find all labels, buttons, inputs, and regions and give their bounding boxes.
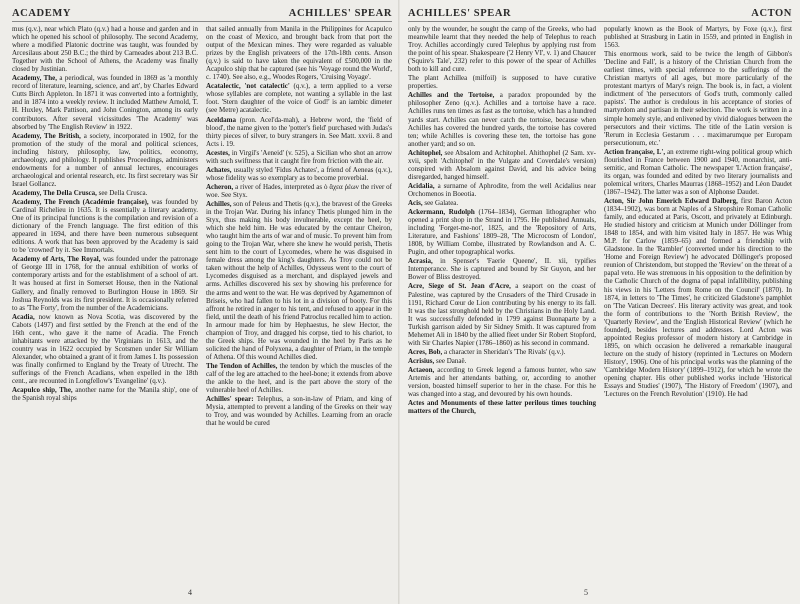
entry-headword: Achates, — [206, 165, 232, 174]
entry-headword: Actaeon, — [408, 365, 435, 374]
entry-text: a paradox propounded by the philosopher Zeno (q.v.). Achilles and a tortoise have a race. Achilles runs ten times as fast as the tortoise, which has a hundred yards start. Achilles can never catch the tortoise, because when Achilles has covered the hundred yards, the tortoise has covered ten; while Achilles is covering these ten, the tortoise has gone another yard; and so on. — [408, 91, 596, 148]
dictionary-entry — [206, 149, 392, 165]
entry-text: see Galatea. — [424, 198, 459, 207]
entry-headword: Acrisius, — [408, 356, 435, 365]
dictionary-entry — [408, 348, 596, 356]
dictionary-entry — [12, 313, 198, 385]
entry-headword: Academy, The British, — [12, 131, 81, 140]
dictionary-entry — [206, 82, 392, 114]
dictionary-entry — [206, 362, 392, 394]
entry-headword: The Tendon of Achilles, — [206, 361, 278, 370]
entry-text: was founded under the patronage of George III in 1768, for the annual exhibition of works of contemporary artists and for the establishment of a school of art. It was housed at first in Somerset House, then in the National Gallery, and finally removed to Burlington House in 1869. Sir Joshua Reynolds was its first president. It is occasionally referred to as 'The Forty', from the number of the Academicians. — [12, 255, 198, 312]
entry-text: (1764–1834), German lithographer who opened a print shop in the Strand in 1795. He published Annuals, including 'Forget-me-not', 1825, and the 'Repository of Arts, Literature, and Fashions' 1809–28, 'The Microcosm of London', 1808, by William Combe, illustrated by Rowlandson and A. C. Pugin, and other topographical works. — [408, 208, 596, 257]
entry-text: now known as Nova Scotia, was discovered by the Cabots (1497) and first settled by the French at the end of the 16th cent., who gave it the name of Acadia. The French inhabitants were attacked by the Virginians in 1613, and the country was in 1622 occupied by Scotsmen under Sir William Alexander, who obtained a grant of it from James I. Its possession was finally confirmed to England by the Treaty of Utrecht. The sufferings of the French Acadians, when expelled in the 18th cent., are recounted in Longfellow's 'Evangeline' (q.v.). — [12, 312, 198, 386]
dictionary-entry — [604, 50, 792, 147]
entry-text: first Baron Acton (1834–1902), was born at Naples of a Shropshire Roman Catholic family, and educated at Paris, Oscott, and privately at Edinburgh. He studied history and criticism at Munich under Döllinger from 1848 to 1854, and with him visited Italy in 1857. He was Whig M.P. for Carlow (1859–65) and formed a friendship with Gladstone. In the 'Rambler' (converted under his direction to the 'Home and Foreign Review') he advocated Döllinger's proposed reunion of Christendom, but stopped the 'Review' on the threat of a papal veto. He was strenuous in his opposition to the definition by the Catholic Church of the dogma of papal infallibility, publishing his views in his 'Letters from Rome on the Council' (1870). In 1874, in letters to 'The Times', he criticized Gladstone's pamphlet on 'The Vatican Decrees'. His literary activity was great, and took the form of contributions to the 'North British Review', the 'Quarterly Review', and the 'English Historical Review' (which he founded), besides lectures and addresses. Lord Acton was appointed Regius professor of modern history at Cambridge in 1895, on which occasion he delivered a remarkable inaugural lecture on the study of history (reprinted in 'Lectures on Modern History', 1906). One of his principal works was the planning of the 'Cambridge Modern History' (1899–1912), for which he wrote the opening chapter. His other published works include 'Historical Essays and Studies' (1907), 'The History of Freedom' (1907), and 'Lectures on the French Revolution' (1910). He had — [604, 196, 792, 399]
column-1 — [408, 25, 596, 585]
entry-headword: Acres, Bob, — [408, 347, 443, 356]
entry-text: mus (q.v.), near which Plato (q.v.) had a house and garden and in which he opened his school of philosophy. The second Academy, where a modified Platonic doctrine was taught, was founded by Arcesilaus about 250 B.C.; the third by Carneades about 213 B.C. Together with the School of Athens, the Academy was finally closed by Justinian. — [12, 25, 198, 74]
dictionary-entry — [604, 25, 792, 49]
entry-text: a surname of Aphrodite, from the well Acidalius near Orchomenos in Boeotia. — [408, 181, 596, 198]
entry-text: only by the wounder, he sought the camp of the Greeks, who had meanwhile learnt that they needed the help of Telephus to reach Troy. Achilles accordingly cured Telephus by applying rust from the point of his spear. Shakespeare ('2 Henry VI', v. 1) and Chaucer ('Squire's Tale', 232) refer to this power of the spear of Achilles both to kill and cure. — [408, 25, 596, 74]
entry-text: that sailed annually from Manila in the Philippines for Acapulco on the coast of Mexico, and brought back from that port the output of the Mexican mines. They were regarded as valuable prizes by the English privateers of the 17th-18th cents. Anson (q.v.) is said to have taken the equivalent of £500,000 in the Acapulco ship that he captured (see his 'Voyage round the World', c. 1740). See also, e.g., Woodes Rogers, 'Cruising Voyage'. — [206, 25, 392, 82]
entry-text: a river of Hades, interpreted as ὁ ἄχεα ῥέων the river of woe. See Styx. — [206, 182, 392, 199]
dictionary-entry — [12, 132, 198, 188]
entry-text: an extreme right-wing political group which flourished in France between 1900 and 1940, monarchist, anti-semitic, and Roman Catholic. The newspaper 'L'Action française', its organ, was founded and edited by two literary journalists and polemical writers, Charles Maurras (1868–1952) and Léon Daudet (1867–1942). The latter was a son of Alphonse Daudet. — [604, 147, 792, 196]
header-right: ACHILLES' SPEAR — [288, 8, 392, 19]
dictionary-entry — [206, 116, 392, 148]
entry-text: in Virgil's 'Aeneid' (v. 525), a Sicilian who shot an arrow with such swiftness that it caught fire from friction with the air. — [206, 148, 392, 165]
header-right: ACTON — [751, 8, 792, 19]
dictionary-entry — [12, 189, 198, 197]
dictionary-entry — [408, 282, 596, 346]
entry-text: son of Peleus and Thetis (q.v.), the bravest of the Greeks in the Trojan War. During his infancy Thetis plunged him in the Styx, thus making his body invulnerable, except the heel, by which she held him. He was educated by the centaur Cheiron, who taught him the arts of war and of music. To prevent him from going to the Trojan War, where she knew he would perish, Thetis sent him to the court of Lycomedes, where he was disguised in female dress among the king's daughters. As Troy could not be taken without the help of Achilles, Odysseus went to the court of Lycomedes disguised as a merchant, and displayed jewels and arms. Achilles discovered his sex by showing his preference for the arms and went to the war. He was deprived by Agamemnon of Briseis, who had fallen to his lot in a division of booty. For this affront he retired in anger to his tent, and refused to appear in the field, until the death of his friend Patroclus recalled him to action. In armour made for him by Hephaestus, he slew Hector, the champion of Troy, and dragged his corpse, tied to his chariot, to the Greek ships. He was wounded in the heel by Paris as he solicited the hand of Polyxena, a daughter of Priam, in the temple of Athena. Of this wound Achilles died. — [206, 199, 392, 361]
entry-headword: Acatalectic, 'not catalectic' — [206, 82, 290, 91]
column-2 — [604, 25, 792, 585]
dictionary-entry — [206, 395, 392, 427]
right-page — [400, 0, 800, 604]
entry-headword: Acton, Sir John Emerich Edward Dalberg, — [604, 196, 738, 205]
entry-text: in Spenser's 'Faerie Queene', II. xii, typifies Intemperance. She is captured and bound by Sir Guyon, and her Bower of Bliss destroyed. — [408, 257, 596, 282]
dictionary-entry — [206, 200, 392, 361]
dictionary-entry — [408, 199, 596, 207]
dictionary-entry — [12, 386, 198, 402]
entry-headword: Aceldama — [206, 115, 236, 124]
entry-headword: Action française, L', — [604, 147, 666, 156]
entry-text: according to Greek legend a famous hunter, who saw Artemis and her attendants bathing, or, according to another version, boasted himself superior to her in the chase. For this he was changed into a stag, and devoured by his own hounds. — [408, 365, 596, 399]
dictionary-entry — [408, 208, 596, 256]
dictionary-entry — [408, 149, 596, 181]
entry-headword: Academy, The Della Crusca, — [12, 188, 97, 197]
entry-headword: Acadia, — [12, 312, 35, 321]
dictionary-entry — [12, 25, 198, 73]
entry-headword: Achilles and the Tortoise, — [408, 91, 495, 100]
entry-text: another name for the 'Manila ship', one of the Spanish royal ships — [12, 386, 198, 403]
entry-headword: Acidalia, — [408, 181, 435, 190]
entry-headword: Ackermann, Rudolph — [408, 208, 475, 217]
running-header — [408, 8, 792, 22]
entry-headword: Achitophel, — [408, 148, 443, 157]
entry-text: (pron. Acel'da-mah), a Hebrew word, the 'field of blood', the name given to the 'potter's field' purchased with Judas's thirty pieces of silver, to bury strangers in. See Matt. xxvii. 8 and Acts i. 19. — [206, 115, 392, 148]
dictionary-entry — [206, 183, 392, 199]
dictionary-entry — [206, 166, 392, 182]
entry-headword: Academy, The, — [12, 74, 58, 83]
header-left: ACHILLES' SPEAR — [408, 8, 512, 19]
entry-headword: Acis, — [408, 198, 423, 207]
entry-text: the tendon by which the muscles of the calf of the leg are attached to the heel-bone; it extends from above the ankle to the heel, and is the part above the story of the vulnerable heel of Achilles. — [206, 361, 392, 395]
text-columns — [408, 25, 792, 585]
entry-text: (q.v.), a term applied to a verse whose syllables are complete, not wanting a syllable in the last foot. 'Stern daughter of the voice of God!' is an iambic dimeter (see Metre) acatalectic. — [206, 82, 392, 115]
column-2 — [206, 25, 392, 585]
entry-text: a society, incorporated in 1902, for the promotion of the study of the moral and political sciences, including history, philosophy, law, politics, economy, archaeology, and philology. It publishes Proceedings, administers endowments for a number of annual lectures, encourages archaeological and oriental research, etc. Its first secretary was Sir Israel Gollancz. — [12, 131, 198, 188]
entry-text: a seaport on the coast of Palestine, was captured by the Crusaders of the Third Crusade in 1191, Richard Cœur de Lion contributing by his energy to its fall. It was the last stronghold held by the Christians in the Holy Land. It was successfully defended in 1799 against Buonaparte by a Turkish garrison aided by Sir Sidney Smith. It was captured from Mehemet Ali in 1840 by the allied fleet under Sir Robert Stopford, with Sir Charles Napier (1786–1860) as his second in command. — [408, 282, 596, 347]
entry-text: was founded by Cardinal Richelieu in 1635. It is essentially a literary academy. One of its principal functions is the compilation and revision of a dictionary of the French language. The first edition of this appeared in 1694, and there have been numerous subsequent editions. A work that has been approved by the Academy is said to be 'crowned' by it. See Immortals. — [12, 197, 198, 255]
entry-text: see Della Crusca. — [98, 188, 148, 197]
dictionary-entry — [12, 198, 198, 254]
entry-headword: Achilles' spear: — [206, 395, 254, 404]
entry-text: This enormous work, said to be twice the length of Gibbon's 'Decline and Fall', is a history of the Christian Church from the earliest times, with special reference to the sufferings of the Christian martyrs of all ages, but more particularly of the protestant martyrs of Mary's reign. The book is, in fact, a violent indictment of 'the persecutors of God's truth, commonly called papists'. The author is credulous in his acceptance of stories of martyrdom and partisan in their selection. The work is written in a simple homely style, and enlivened by vivid dialogues between the persecutors and their victims. The title of the Latin version is 'Rerum in Ecclesia Gestarum . . . maximarumque per Europam persecutionum, etc.' — [604, 50, 792, 147]
entry-text: a periodical, was founded in 1869 as 'a monthly record of literature, learning, science, and art', by Charles Edward Cutts Birch Appleton. In 1871 it was converted into a fortnightly, and in 1874 into a weekly review. It included Matthew Arnold, T. H. Huxley, Mark Pattison, and John Conington, among its early contributors. After several vicissitudes 'The Academy' was absorbed by 'The English Review' in 1922. — [12, 74, 198, 131]
entry-headword: Acestes, — [206, 148, 230, 157]
dictionary-entry — [408, 74, 596, 90]
entry-text: popularly known as the Book of Martyrs, by Foxe (q.v.), first published at Strasburg in Latin in 1559, and printed in English in 1563. — [604, 25, 792, 50]
entry-headword: Actes and Monuments of these latter perilous times touching matters of the Church, — [408, 399, 596, 416]
entry-headword: Acapulco ship, The, — [12, 386, 73, 395]
entry-text: a character in Sheridan's 'The Rivals' (q.v.). — [444, 347, 566, 356]
dictionary-entry — [604, 148, 792, 196]
entry-text: see Absalom and Achitophel. Ahithophel (2 Sam. xv-xvii, spelt 'Achitophel' in the Vulgate and Coverdale's version) conspired with Absalom against David, and his advice being disregarded, hanged himself. — [408, 148, 596, 181]
dictionary-entry — [604, 197, 792, 398]
dictionary-entry — [12, 255, 198, 311]
entry-text: The plant Achillea (milfoil) is supposed to have curative properties. — [408, 74, 596, 91]
page-number: 5 — [584, 588, 588, 597]
dictionary-entry — [408, 257, 596, 281]
dictionary-entry — [12, 74, 198, 130]
dictionary-entry — [408, 399, 596, 415]
dictionary-entry — [408, 366, 596, 398]
entry-text: see Danaë. — [436, 356, 467, 365]
entry-headword: Acrasia, — [408, 257, 433, 266]
page-number: 4 — [188, 588, 192, 597]
entry-headword: Acre, Siege of St. Jean d'Acre, — [408, 282, 511, 291]
running-header — [12, 8, 392, 22]
entry-headword: Academy, The French (Académie française), — [12, 197, 149, 206]
entry-headword: Achilles, — [206, 199, 232, 208]
dictionary-entry — [408, 357, 596, 365]
header-left: ACADEMY — [12, 8, 72, 19]
dictionary-entry — [206, 25, 392, 81]
text-columns — [12, 25, 392, 585]
entry-headword: Acheron, — [206, 182, 234, 191]
dictionary-entry — [408, 91, 596, 147]
column-1 — [12, 25, 198, 585]
entry-text: usually styled 'Fidus Achates', a friend of Aeneas (q.v.), whose fidelity was so exemplary as to become proverbial. — [206, 165, 392, 182]
entry-headword: Academy of Arts, The Royal, — [12, 255, 101, 264]
dictionary-entry — [408, 182, 596, 198]
dictionary-entry — [408, 25, 596, 73]
entry-text: Telephus, a son-in-law of Priam, and king of Mysia, attempted to prevent a landing of the Greeks on their way to Troy, and was wounded by Achilles. Learning from an oracle that he would be cured — [206, 395, 392, 428]
